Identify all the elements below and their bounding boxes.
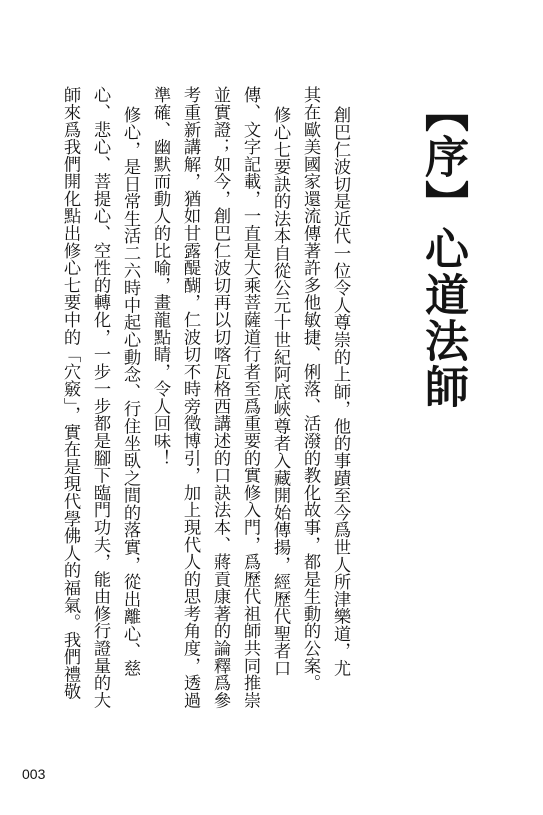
text-column: 修心，是日常生活二六時中起心動念、行住坐臥之間的落實，從出離心、慈 [120, 106, 140, 677]
text-column: 傳、文字記載，一直是大乘菩薩道行者至爲重要的實修入門，爲歷代祖師共同推崇 [240, 86, 260, 709]
text-column: 並實證；如今，創巴仁波切再以切喀瓦格西講述的口訣法本、蔣貢康著的論釋爲參 [210, 86, 230, 709]
page-number: 003 [22, 766, 46, 782]
text-column: 考重新講解，猶如甘露醍醐，仁波切不時旁徵博引，加上現代人的思考角度，透過 [180, 86, 200, 709]
text-column: 創巴仁波切是近代一位令人尊崇的上師，他的事蹟至今爲世人所津樂道，尤 [330, 106, 350, 677]
text-column: 準確、幽默而動人的比喻，畫龍點睛，令人回味！ [150, 86, 170, 467]
text-column: 心、悲心、菩提心、空性的轉化，一步一步都是腳下臨門功夫，能由修行證量的大 [90, 86, 110, 709]
text-column: 修心七要訣的法本自從公元十世紀阿底峽尊者入藏開始傳揚，經歷代聖者口 [270, 106, 290, 677]
preface-heading: 【序】心道法師 [417, 88, 468, 410]
text-column: 師來爲我們開化點出修心七要中的「穴竅」，實在是現代學佛人的福氣。我們禮敬 [60, 86, 80, 700]
text-column: 其在歐美國家還流傳著許多他敏捷、俐落、活潑的教化故事，都是生動的公案。 [300, 86, 320, 692]
